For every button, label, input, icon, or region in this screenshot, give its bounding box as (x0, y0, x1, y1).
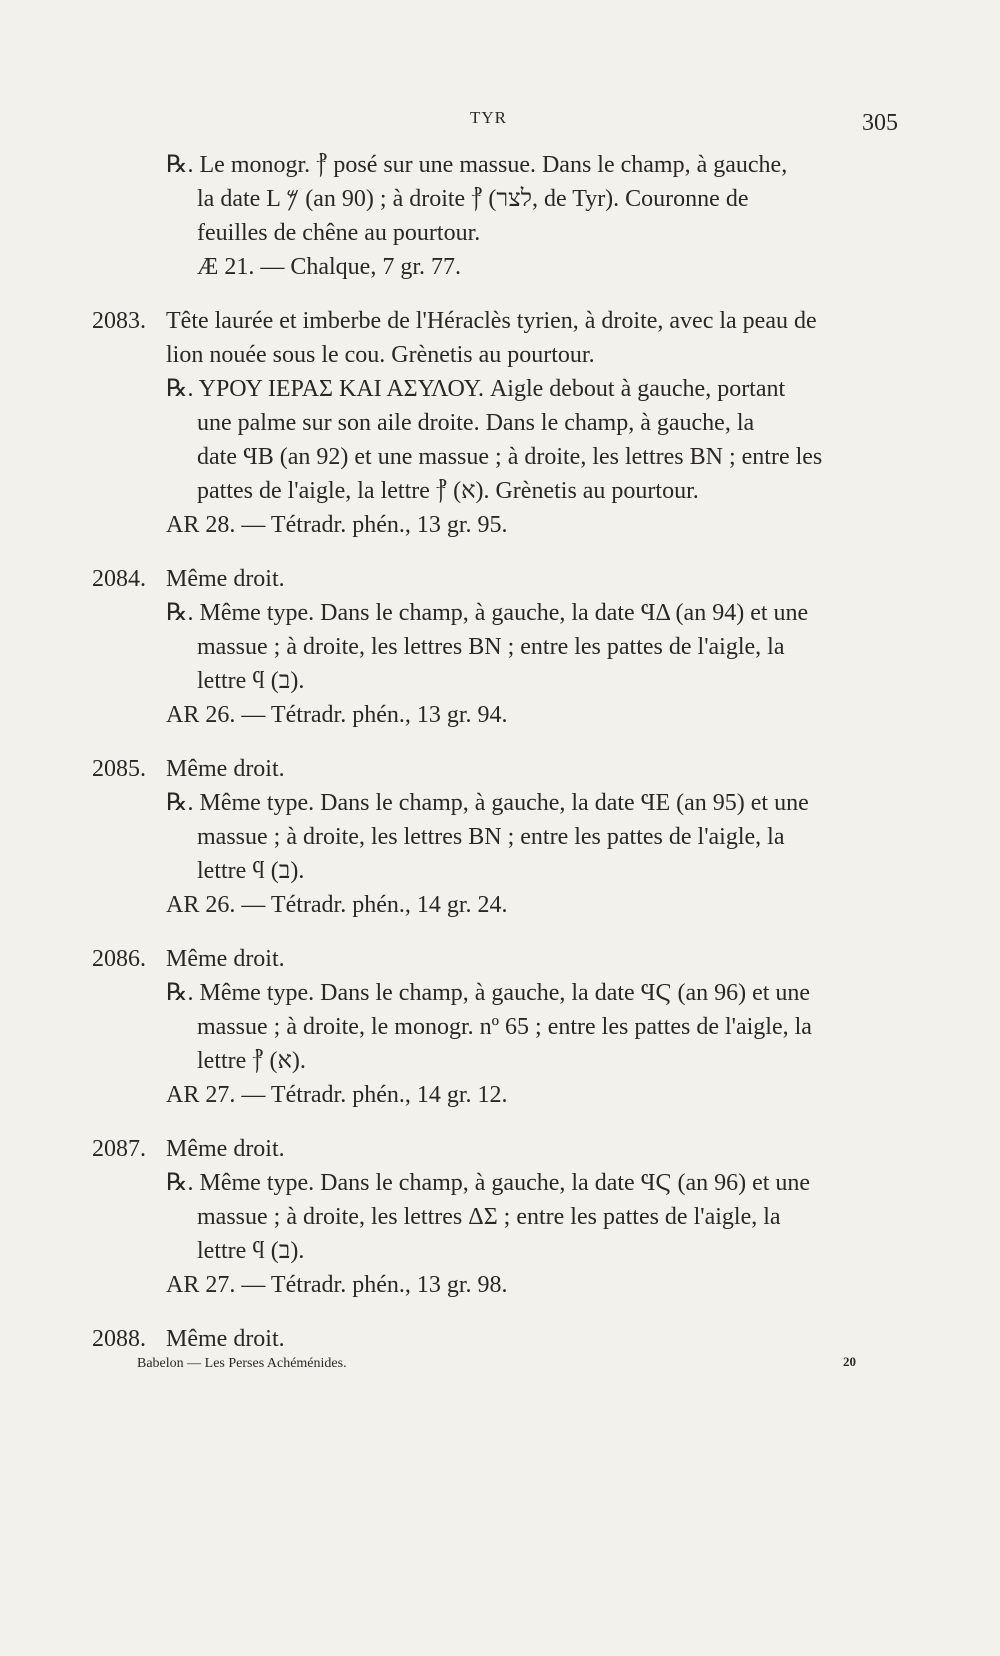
text-line: une palme sur son aile droite. Dans le champ, à gauche, la (197, 410, 755, 436)
catalogue-entry (0, 1132, 1000, 1302)
text-line: lettre ⳨ (א). (197, 1048, 306, 1074)
running-title: TYR (470, 108, 507, 127)
text-line: lettre ϥ (ב). (197, 668, 305, 694)
catalogue-entry-continuation (0, 148, 1000, 284)
text-line: ℞. Même type. Dans le champ, à gauche, la date ϤΔ (an 94) et une (166, 600, 809, 626)
catalogue-entry (0, 752, 1000, 922)
text-line: 2087. Même droit. (0, 1132, 1000, 1166)
text-line: massue ; à droite, les lettres ΔΣ ; entre les pattes de l'aigle, la (197, 1204, 781, 1230)
text-line: Æ 21. — Chalque, 7 gr. 77. (197, 254, 461, 280)
text-line: AR 27. — Tétradr. phén., 13 gr. 98. (166, 1272, 508, 1298)
text-line: lettre ϥ (ב). (197, 1238, 305, 1264)
text-line: massue ; à droite, les lettres BN ; entre les pattes de l'aigle, la (197, 634, 785, 660)
page-footer (0, 1348, 1000, 1378)
text-line: 2086. Même droit. (0, 942, 1000, 976)
catalogue-entry (0, 304, 1000, 542)
page-number: 305 (862, 110, 898, 136)
text-line: date ϤΒ (an 92) et une massue ; à droite, les lettres BN ; entre les (197, 444, 823, 470)
text-line: AR 26. — Tétradr. phén., 13 gr. 94. (166, 702, 508, 728)
text-line: massue ; à droite, les lettres BN ; entre les pattes de l'aigle, la (197, 824, 785, 850)
entry-number: 2084. (92, 566, 146, 592)
text-line: ℞. Même type. Dans le champ, à gauche, la date ϤϚ (an 96) et une (166, 980, 811, 1006)
entry-number: 2088. (92, 1326, 146, 1352)
text-line: AR 26. — Tétradr. phén., 14 gr. 24. (166, 892, 508, 918)
signature-mark: 20 (843, 1354, 856, 1369)
catalogue-entry (0, 562, 1000, 732)
entry-number: 2087. (92, 1136, 146, 1162)
text-line: ℞. Le monogr. ⳨ posé sur une massue. Dans le champ, à gauche, (166, 152, 788, 178)
catalogue-body (0, 148, 1000, 1356)
text-line: lion nouée sous le cou. Grènetis au pourtour. (166, 342, 595, 368)
text-line: ℞. ΥΡΟΥ ΙΕΡΑΣ ΚΑΙ ΑΣΥΛΟΥ. Aigle debout à gauche, portant (166, 376, 786, 402)
text-line: 2088. Même droit. (0, 1322, 1000, 1356)
text-line: massue ; à droite, le monogr. nº 65 ; entre les pattes de l'aigle, la (197, 1014, 812, 1040)
text-line: AR 28. — Tétradr. phén., 13 gr. 95. (166, 512, 508, 538)
text-line: 2084. Même droit. (0, 562, 1000, 596)
entry-number: 2083. (92, 308, 146, 334)
text-line: ℞. Même type. Dans le champ, à gauche, la date ϤΕ (an 95) et une (166, 790, 809, 816)
text-line: feuilles de chêne au pourtour. (197, 220, 481, 246)
text-line: lettre ϥ (ב). (197, 858, 305, 884)
text-line: pattes de l'aigle, la lettre ⳨ (א). Grènetis au pourtour. (197, 478, 699, 504)
entry-number: 2086. (92, 946, 146, 972)
source-line: Babelon — Les Perses Achéménides. (137, 1356, 347, 1371)
text-line: ℞. Même type. Dans le champ, à gauche, la date ϤϚ (an 96) et une (166, 1170, 811, 1196)
text-line: AR 27. — Tétradr. phén., 14 gr. 12. (166, 1082, 508, 1108)
text-line: 2085. Même droit. (0, 752, 1000, 786)
text-line: la date L 𐤌 (an 90) ; à droite ⳨ (לצר, de Tyr). Couronne de (197, 186, 749, 212)
running-header (0, 104, 1000, 134)
catalogue-entry (0, 942, 1000, 1112)
entry-number: 2085. (92, 756, 146, 782)
text-line: 2083. Tête laurée et imberbe de l'Héraclès tyrien, à droite, avec la peau de (0, 304, 1000, 338)
